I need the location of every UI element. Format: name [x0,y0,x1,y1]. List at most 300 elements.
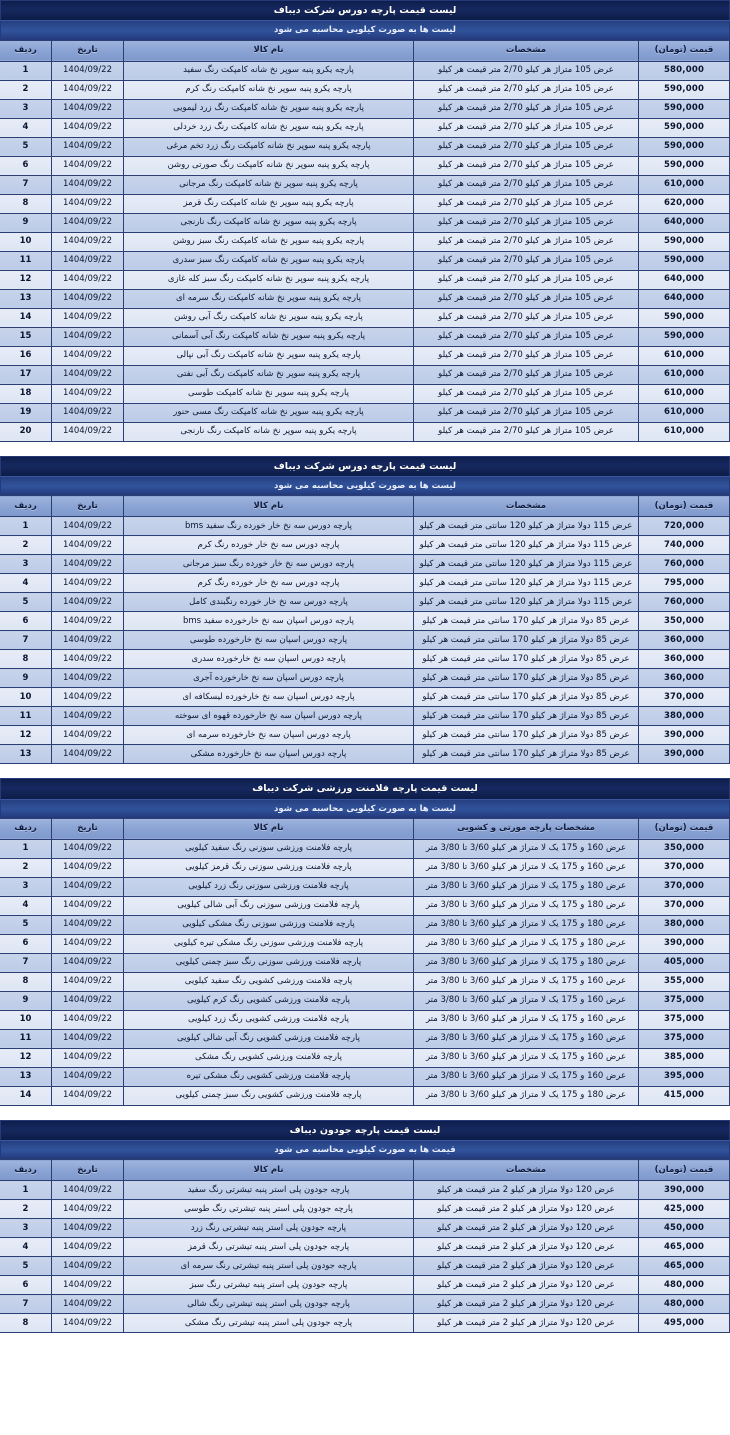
cell-date: 1404/09/22 [52,61,124,80]
table-row [0,1219,730,1238]
cell-date: 1404/09/22 [52,1048,124,1067]
table-row [0,1029,730,1048]
table-row [0,915,730,934]
table-row [0,612,730,631]
cell-name: پارچه یکرو پنبه سوپر نخ شانه کامپکت رنگ آبی نفتی [124,365,414,384]
cell-index: 2 [0,858,52,877]
cell-price: 390,000 [639,1181,730,1200]
cell-spec: عرض 115 دولا متراژ هر کیلو 120 سانتی متر قیمت هر کیلو [414,536,639,555]
cell-index: 8 [0,194,52,213]
cell-date: 1404/09/22 [52,991,124,1010]
cell-index: 7 [0,1295,52,1314]
cell-date: 1404/09/22 [52,536,124,555]
cell-index: 5 [0,915,52,934]
cell-price: 390,000 [639,726,730,745]
cell-index: 1 [0,1181,52,1200]
cell-index: 16 [0,346,52,365]
cell-date: 1404/09/22 [52,745,124,764]
cell-index: 18 [0,384,52,403]
cell-date: 1404/09/22 [52,137,124,156]
cell-date: 1404/09/22 [52,1086,124,1105]
cell-index: 11 [0,707,52,726]
cell-spec: عرض 160 و 175 یک لا متراژ هر کیلو 3/60 تا 3/80 متر [414,858,639,877]
column-header-index: ردیف [0,1160,52,1181]
cell-name: پارچه دورس اسپان سه نخ خارخورده سفید bms [124,612,414,631]
cell-index: 8 [0,1314,52,1333]
cell-price: 580,000 [639,61,730,80]
cell-price: 390,000 [639,934,730,953]
table-row [0,175,730,194]
table-row [0,365,730,384]
cell-price: 610,000 [639,175,730,194]
cell-price: 370,000 [639,896,730,915]
cell-date: 1404/09/22 [52,403,124,422]
cell-spec: عرض 105 متراژ هر کیلو 2/70 متر قیمت هر کیلو [414,232,639,251]
column-header-name: نام کالا [124,496,414,517]
price-table-block [0,1120,730,1334]
cell-date: 1404/09/22 [52,1314,124,1333]
cell-spec: عرض 180 و 175 یک لا متراژ هر کیلو 3/60 تا 3/80 متر [414,877,639,896]
cell-spec: عرض 85 دولا متراژ هر کیلو 170 سانتی متر قیمت هر کیلو [414,612,639,631]
cell-price: 640,000 [639,289,730,308]
table-row [0,289,730,308]
cell-name: پارچه یکرو پنبه سوپر نخ شانه کامپکت رنگ زرد تخم مرغی [124,137,414,156]
cell-name: پارچه جودون پلی استر پنبه تیشرتی رنگ زرد [124,1219,414,1238]
cell-price: 465,000 [639,1238,730,1257]
table-row [0,270,730,289]
cell-index: 3 [0,877,52,896]
cell-name: پارچه فلامنت ورزشی کشویی رنگ آبی شالی کیلویی [124,1029,414,1048]
cell-spec: عرض 115 دولا متراژ هر کیلو 120 سانتی متر قیمت هر کیلو [414,593,639,612]
cell-date: 1404/09/22 [52,631,124,650]
cell-price: 740,000 [639,536,730,555]
cell-name: پارچه جودون پلی استر پنبه تیشرتی رنگ طوسی [124,1200,414,1219]
table-subtitle: قیمت ها به صورت کیلویی محاسبه می شود [0,1140,730,1159]
cell-date: 1404/09/22 [52,99,124,118]
cell-date: 1404/09/22 [52,1181,124,1200]
cell-price: 375,000 [639,1010,730,1029]
cell-name: پارچه یکرو پنبه سوپر نخ شانه کامپکت رنگ مرجانی [124,175,414,194]
cell-spec: عرض 120 دولا متراژ هر کیلو 2 متر قیمت هر کیلو [414,1257,639,1276]
cell-name: پارچه یکرو پنبه سوپر نخ شانه کامپکت رنگ آبی آسمانی [124,327,414,346]
cell-name: پارچه یکرو پنبه سوپر نخ شانه کامپکت رنگ آبی نپالی [124,346,414,365]
cell-index: 1 [0,61,52,80]
table-row [0,1010,730,1029]
cell-index: 6 [0,1276,52,1295]
cell-index: 12 [0,270,52,289]
table-title: لیست قیمت پارچه فلامنت ورزشی شرکت دیباف [0,778,730,798]
cell-price: 385,000 [639,1048,730,1067]
cell-index: 13 [0,745,52,764]
cell-spec: عرض 105 متراژ هر کیلو 2/70 متر قیمت هر کیلو [414,270,639,289]
cell-name: پارچه یکرو پنبه سوپر نخ شانه کامپکت رنگ سفید [124,61,414,80]
cell-price: 465,000 [639,1257,730,1276]
cell-date: 1404/09/22 [52,707,124,726]
table-row [0,536,730,555]
cell-name: پارچه دورس سه نخ خار خورده رنگ سفید bms [124,517,414,536]
cell-date: 1404/09/22 [52,858,124,877]
cell-spec: عرض 180 و 175 یک لا متراژ هر کیلو 3/60 تا 3/80 متر [414,934,639,953]
cell-date: 1404/09/22 [52,365,124,384]
table-row [0,745,730,764]
cell-spec: عرض 105 متراژ هر کیلو 2/70 متر قیمت هر کیلو [414,137,639,156]
table-row [0,669,730,688]
table-row [0,858,730,877]
table-row [0,327,730,346]
table-row [0,934,730,953]
cell-spec: عرض 105 متراژ هر کیلو 2/70 متر قیمت هر کیلو [414,289,639,308]
cell-spec: عرض 160 و 175 یک لا متراژ هر کیلو 3/60 تا 3/80 متر [414,1067,639,1086]
cell-index: 9 [0,669,52,688]
cell-index: 2 [0,536,52,555]
cell-spec: عرض 105 متراژ هر کیلو 2/70 متر قیمت هر کیلو [414,194,639,213]
cell-name: پارچه جودون پلی استر پنبه تیشرتی رنگ سبز [124,1276,414,1295]
cell-name: پارچه یکرو پنبه سوپر نخ شانه کامپکت رنگ مسی حنور [124,403,414,422]
cell-price: 495,000 [639,1314,730,1333]
cell-spec: عرض 160 و 175 یک لا متراژ هر کیلو 3/60 تا 3/80 متر [414,972,639,991]
cell-index: 3 [0,555,52,574]
cell-date: 1404/09/22 [52,1257,124,1276]
cell-name: پارچه جودون پلی استر پنبه تیشرتی رنگ سرمه ای [124,1257,414,1276]
table-row [0,877,730,896]
cell-date: 1404/09/22 [52,934,124,953]
table-title: لیست قیمت پارچه جودون دیباف [0,1120,730,1140]
cell-date: 1404/09/22 [52,839,124,858]
cell-price: 360,000 [639,669,730,688]
table-row [0,896,730,915]
cell-price: 350,000 [639,839,730,858]
cell-date: 1404/09/22 [52,1219,124,1238]
cell-name: پارچه یکرو پنبه سوپر نخ شانه کامپکت رنگ زرد لیمویی [124,99,414,118]
table-row [0,972,730,991]
cell-index: 13 [0,289,52,308]
cell-index: 5 [0,137,52,156]
cell-price: 405,000 [639,953,730,972]
cell-date: 1404/09/22 [52,1010,124,1029]
cell-spec: عرض 160 و 175 یک لا متراژ هر کیلو 3/60 تا 3/80 متر [414,991,639,1010]
column-header-date: تاریخ [52,40,124,61]
table-row [0,1238,730,1257]
cell-price: 795,000 [639,574,730,593]
table-row [0,403,730,422]
cell-name: پارچه دورس سه نخ خار خورده رنگ سبز مرجانی [124,555,414,574]
cell-name: پارچه جودون پلی استر پنبه تیشرتی رنگ شالی [124,1295,414,1314]
cell-spec: عرض 105 متراژ هر کیلو 2/70 متر قیمت هر کیلو [414,99,639,118]
table-row [0,1048,730,1067]
cell-name: پارچه فلامنت ورزشی سوزنی رنگ مشکی تیره کیلویی [124,934,414,953]
cell-price: 590,000 [639,118,730,137]
cell-spec: عرض 85 دولا متراژ هر کیلو 170 سانتی متر قیمت هر کیلو [414,707,639,726]
cell-name: پارچه یکرو پنبه سوپر نخ شانه کامپکت رنگ زرد خردلی [124,118,414,137]
cell-date: 1404/09/22 [52,422,124,441]
table-row [0,346,730,365]
cell-spec: عرض 85 دولا متراژ هر کیلو 170 سانتی متر قیمت هر کیلو [414,745,639,764]
cell-index: 1 [0,517,52,536]
cell-name: پارچه فلامنت ورزشی سوزنی رنگ قرمز کیلویی [124,858,414,877]
cell-spec: عرض 180 و 175 یک لا متراژ هر کیلو 3/60 تا 3/80 متر [414,1086,639,1105]
cell-index: 9 [0,991,52,1010]
cell-spec: عرض 105 متراژ هر کیلو 2/70 متر قیمت هر کیلو [414,365,639,384]
table-row [0,517,730,536]
cell-index: 6 [0,612,52,631]
price-table-block [0,778,730,1106]
table-row [0,156,730,175]
cell-name: پارچه جودون پلی استر پنبه تیشرتی رنگ مشکی [124,1314,414,1333]
cell-name: پارچه فلامنت ورزشی کشویی رنگ سفید کیلویی [124,972,414,991]
cell-index: 1 [0,839,52,858]
column-header-date: تاریخ [52,1160,124,1181]
cell-price: 375,000 [639,1029,730,1048]
table-row [0,688,730,707]
cell-date: 1404/09/22 [52,915,124,934]
table-row [0,574,730,593]
cell-name: پارچه یکرو پنبه سوپر نخ شانه کامپکت رنگ آبی روشن [124,308,414,327]
cell-spec: عرض 160 و 175 یک لا متراژ هر کیلو 3/60 تا 3/80 متر [414,1029,639,1048]
column-header-spec: مشخصات [414,40,639,61]
cell-date: 1404/09/22 [52,1276,124,1295]
table-row [0,650,730,669]
cell-index: 2 [0,80,52,99]
cell-spec: عرض 160 و 175 یک لا متراژ هر کیلو 3/60 تا 3/80 متر [414,1048,639,1067]
cell-spec: عرض 85 دولا متراژ هر کیلو 170 سانتی متر قیمت هر کیلو [414,669,639,688]
cell-date: 1404/09/22 [52,213,124,232]
table-row [0,1276,730,1295]
table-row [0,1200,730,1219]
cell-date: 1404/09/22 [52,953,124,972]
table-row [0,631,730,650]
cell-date: 1404/09/22 [52,289,124,308]
cell-name: پارچه دورس اسپان سه نخ خارخورده مشکی [124,745,414,764]
cell-spec: عرض 105 متراژ هر کیلو 2/70 متر قیمت هر کیلو [414,251,639,270]
cell-name: پارچه فلامنت ورزشی کشویی رنگ کرم کیلویی [124,991,414,1010]
cell-date: 1404/09/22 [52,593,124,612]
cell-date: 1404/09/22 [52,232,124,251]
cell-date: 1404/09/22 [52,1295,124,1314]
table-subtitle: لیست ها به صورت کیلویی محاسبه می شود [0,20,730,39]
table-row [0,1295,730,1314]
cell-name: پارچه دورس اسپان سه نخ خارخورده سرمه ای [124,726,414,745]
cell-date: 1404/09/22 [52,555,124,574]
cell-index: 15 [0,327,52,346]
cell-spec: عرض 105 متراژ هر کیلو 2/70 متر قیمت هر کیلو [414,308,639,327]
column-header-index: ردیف [0,818,52,839]
cell-name: پارچه یکرو پنبه سوپر نخ شانه کامپکت رنگ سبز سدری [124,251,414,270]
cell-name: پارچه یکرو پنبه سوپر نخ شانه کامپکت رنگ سبز روشن [124,232,414,251]
cell-spec: عرض 105 متراژ هر کیلو 2/70 متر قیمت هر کیلو [414,213,639,232]
cell-spec: عرض 105 متراژ هر کیلو 2/70 متر قیمت هر کیلو [414,118,639,137]
table-row [0,61,730,80]
cell-name: پارچه جودون پلی استر پنبه تیشرتی رنگ سفید [124,1181,414,1200]
table-header-row [0,496,730,517]
cell-price: 480,000 [639,1276,730,1295]
cell-index: 4 [0,896,52,915]
cell-index: 4 [0,1238,52,1257]
cell-index: 2 [0,1200,52,1219]
cell-spec: عرض 120 دولا متراژ هر کیلو 2 متر قیمت هر کیلو [414,1181,639,1200]
price-table [0,818,730,1106]
cell-spec: عرض 180 و 175 یک لا متراژ هر کیلو 3/60 تا 3/80 متر [414,896,639,915]
cell-spec: عرض 105 متراژ هر کیلو 2/70 متر قیمت هر کیلو [414,175,639,194]
table-title: لیست قیمت پارچه دورس شرکت دیباف [0,0,730,20]
table-header-row [0,818,730,839]
cell-index: 10 [0,1010,52,1029]
cell-index: 4 [0,118,52,137]
cell-index: 8 [0,972,52,991]
table-row [0,422,730,441]
cell-price: 760,000 [639,555,730,574]
table-row [0,1067,730,1086]
cell-name: پارچه فلامنت ورزشی سوزنی رنگ آبی شالی کیلویی [124,896,414,915]
cell-spec: عرض 120 دولا متراژ هر کیلو 2 متر قیمت هر کیلو [414,1219,639,1238]
cell-spec: عرض 115 دولا متراژ هر کیلو 120 سانتی متر قیمت هر کیلو [414,517,639,536]
cell-name: پارچه فلامنت ورزشی کشویی رنگ مشکی تیره [124,1067,414,1086]
cell-name: پارچه یکرو پنبه سوپر نخ شانه کامپکت رنگ کرم [124,80,414,99]
table-row [0,1086,730,1105]
cell-name: پارچه یکرو پنبه سوپر نخ شانه کامپکت رنگ سرمه ای [124,289,414,308]
cell-price: 450,000 [639,1219,730,1238]
cell-name: پارچه یکرو پنبه سوپر نخ شانه کامپکت رنگ سبز کله غازی [124,270,414,289]
cell-index: 12 [0,1048,52,1067]
cell-spec: عرض 105 متراژ هر کیلو 2/70 متر قیمت هر کیلو [414,61,639,80]
cell-date: 1404/09/22 [52,308,124,327]
table-subtitle: لیست ها به صورت کیلویی محاسبه می شود [0,476,730,495]
cell-index: 10 [0,688,52,707]
cell-date: 1404/09/22 [52,896,124,915]
column-header-name: نام کالا [124,40,414,61]
cell-date: 1404/09/22 [52,612,124,631]
cell-spec: عرض 160 و 175 یک لا متراژ هر کیلو 3/60 تا 3/80 متر [414,839,639,858]
cell-price: 620,000 [639,194,730,213]
table-row [0,308,730,327]
table-row [0,99,730,118]
cell-date: 1404/09/22 [52,118,124,137]
cell-price: 390,000 [639,745,730,764]
cell-index: 5 [0,593,52,612]
cell-index: 6 [0,156,52,175]
cell-price: 425,000 [639,1200,730,1219]
cell-date: 1404/09/22 [52,384,124,403]
cell-spec: عرض 85 دولا متراژ هر کیلو 170 سانتی متر قیمت هر کیلو [414,650,639,669]
cell-spec: عرض 115 دولا متراژ هر کیلو 120 سانتی متر قیمت هر کیلو [414,555,639,574]
cell-index: 6 [0,934,52,953]
cell-price: 415,000 [639,1086,730,1105]
cell-index: 7 [0,953,52,972]
cell-date: 1404/09/22 [52,327,124,346]
price-table-block [0,456,730,765]
cell-price: 760,000 [639,593,730,612]
cell-index: 14 [0,1086,52,1105]
cell-date: 1404/09/22 [52,1029,124,1048]
cell-date: 1404/09/22 [52,669,124,688]
cell-date: 1404/09/22 [52,194,124,213]
cell-spec: عرض 180 و 175 یک لا متراژ هر کیلو 3/60 تا 3/80 متر [414,915,639,934]
column-header-spec: مشخصات [414,1160,639,1181]
column-header-price: قیمت (تومان) [639,818,730,839]
cell-index: 10 [0,232,52,251]
cell-name: پارچه فلامنت ورزشی کشویی رنگ مشکی [124,1048,414,1067]
cell-date: 1404/09/22 [52,972,124,991]
cell-index: 3 [0,1219,52,1238]
cell-price: 370,000 [639,858,730,877]
cell-date: 1404/09/22 [52,517,124,536]
cell-price: 360,000 [639,631,730,650]
cell-name: پارچه فلامنت ورزشی کشویی رنگ سبز چمنی کیلویی [124,1086,414,1105]
cell-index: 8 [0,650,52,669]
cell-price: 640,000 [639,270,730,289]
table-title: لیست قیمت پارچه دورس شرکت دیباف [0,456,730,476]
cell-index: 4 [0,574,52,593]
cell-spec: عرض 105 متراژ هر کیلو 2/70 متر قیمت هر کیلو [414,346,639,365]
cell-date: 1404/09/22 [52,251,124,270]
cell-spec: عرض 105 متراژ هر کیلو 2/70 متر قیمت هر کیلو [414,80,639,99]
column-header-index: ردیف [0,496,52,517]
cell-price: 590,000 [639,251,730,270]
cell-date: 1404/09/22 [52,1067,124,1086]
cell-price: 590,000 [639,308,730,327]
cell-spec: عرض 105 متراژ هر کیلو 2/70 متر قیمت هر کیلو [414,327,639,346]
column-header-spec: مشخصات پارچه مورتی و کشویی [414,818,639,839]
cell-price: 350,000 [639,612,730,631]
cell-spec: عرض 120 دولا متراژ هر کیلو 2 متر قیمت هر کیلو [414,1314,639,1333]
cell-date: 1404/09/22 [52,346,124,365]
cell-price: 375,000 [639,991,730,1010]
cell-name: پارچه دورس سه نخ خار خورده رنگبندی کامل [124,593,414,612]
cell-index: 7 [0,631,52,650]
table-row [0,555,730,574]
table-header-row [0,1160,730,1181]
cell-date: 1404/09/22 [52,1238,124,1257]
table-row [0,839,730,858]
cell-price: 590,000 [639,156,730,175]
cell-name: پارچه دورس سه نخ خار خورده رنگ کرم [124,536,414,555]
cell-spec: عرض 105 متراژ هر کیلو 2/70 متر قیمت هر کیلو [414,384,639,403]
cell-price: 610,000 [639,346,730,365]
cell-spec: عرض 120 دولا متراژ هر کیلو 2 متر قیمت هر کیلو [414,1238,639,1257]
table-row [0,384,730,403]
table-row [0,1181,730,1200]
cell-price: 610,000 [639,384,730,403]
table-row [0,80,730,99]
cell-index: 11 [0,1029,52,1048]
cell-index: 17 [0,365,52,384]
cell-name: پارچه دورس اسپان سه نخ خارخورده طوسی [124,631,414,650]
cell-name: پارچه فلامنت ورزشی کشویی رنگ زرد کیلویی [124,1010,414,1029]
cell-index: 14 [0,308,52,327]
cell-name: پارچه دورس اسپان سه نخ خارخورده لیسکافه ای [124,688,414,707]
cell-price: 720,000 [639,517,730,536]
price-table [0,40,730,442]
cell-index: 7 [0,175,52,194]
cell-date: 1404/09/22 [52,80,124,99]
cell-price: 640,000 [639,213,730,232]
cell-date: 1404/09/22 [52,175,124,194]
table-header-row [0,40,730,61]
cell-date: 1404/09/22 [52,270,124,289]
cell-name: پارچه دورس اسپان سه نخ خارخورده آجری [124,669,414,688]
cell-price: 610,000 [639,422,730,441]
cell-price: 590,000 [639,99,730,118]
table-row [0,953,730,972]
cell-spec: عرض 115 دولا متراژ هر کیلو 120 سانتی متر قیمت هر کیلو [414,574,639,593]
cell-spec: عرض 85 دولا متراژ هر کیلو 170 سانتی متر قیمت هر کیلو [414,688,639,707]
column-header-price: قیمت (تومان) [639,496,730,517]
column-header-name: نام کالا [124,1160,414,1181]
cell-spec: عرض 85 دولا متراژ هر کیلو 170 سانتی متر قیمت هر کیلو [414,631,639,650]
cell-index: 9 [0,213,52,232]
cell-index: 3 [0,99,52,118]
table-row [0,137,730,156]
cell-index: 19 [0,403,52,422]
